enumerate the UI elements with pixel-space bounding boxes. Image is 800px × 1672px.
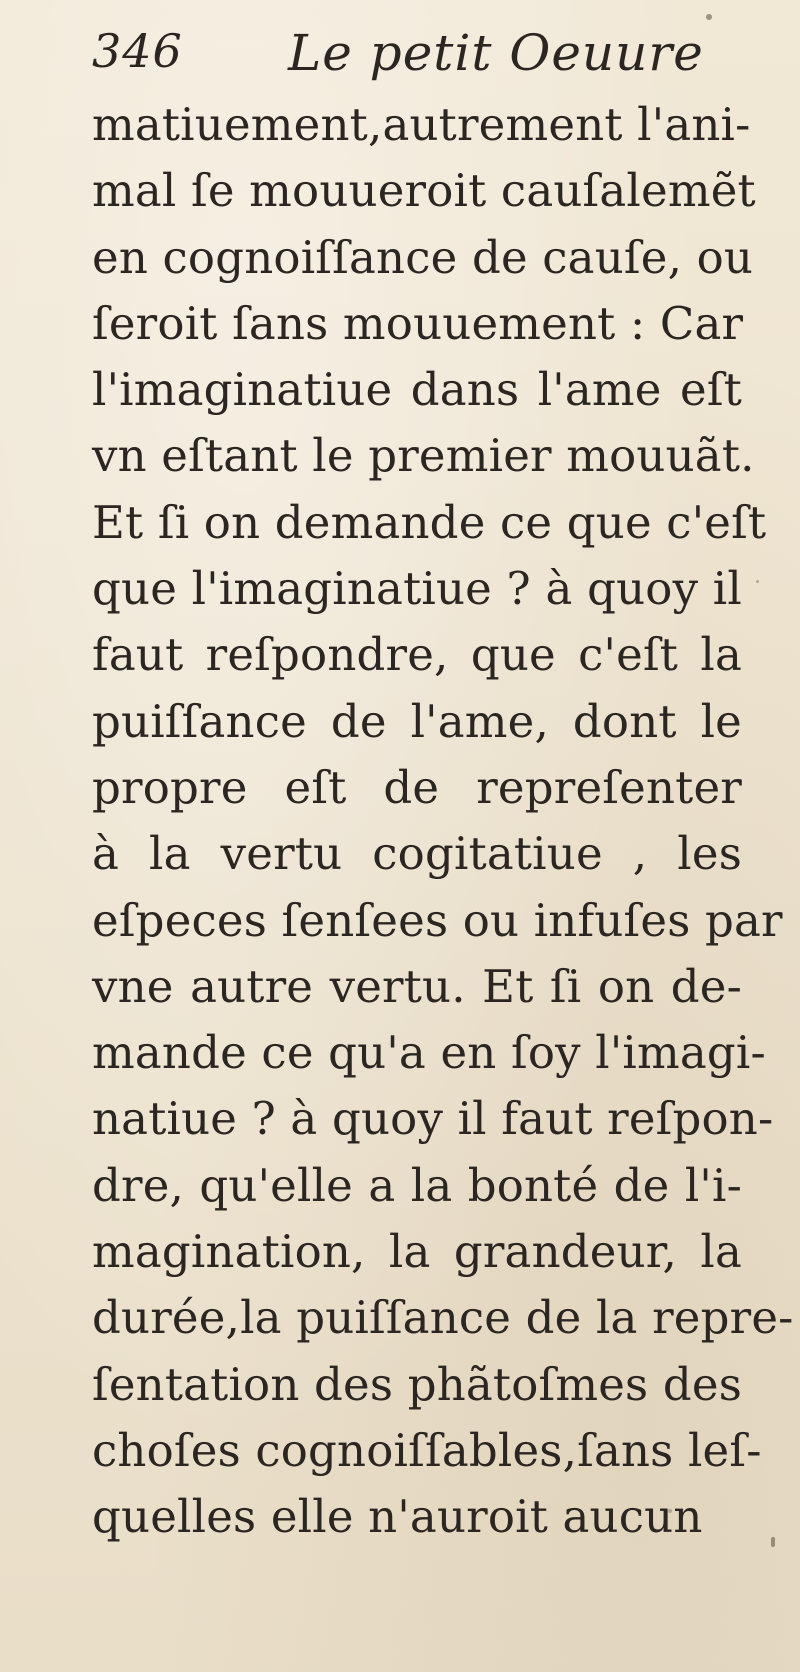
- text-line: propre eſt de repreſenter: [92, 760, 742, 814]
- text-line: mal ſe mouueroit cauſalemẽt: [92, 164, 756, 218]
- running-title: Le petit Oeuure: [288, 24, 704, 82]
- text-line: faut reſpondre, que c'eſt la: [92, 628, 742, 682]
- text-line: choſes cognoiſſables,ſans leſ-: [92, 1423, 762, 1477]
- text-line: dre, qu'elle a la bonté de l'i-: [92, 1158, 742, 1212]
- ink-speck: [771, 1537, 775, 1547]
- body-text: [92, 92, 794, 1551]
- page-number: 346: [92, 24, 183, 78]
- ink-speck: [756, 580, 759, 583]
- text-line: magination, la grandeur, la: [92, 1225, 742, 1279]
- text-line: ſeroit ſans mouuement : Car: [92, 296, 744, 350]
- text-line: ſentation des phãtoſmes des: [92, 1357, 742, 1411]
- text-line: matiuement,autrement l'ani-: [92, 98, 751, 151]
- text-line: en cognoiſſance de cauſe, ou: [92, 230, 754, 284]
- text-line: vne autre vertu. Et ſi on de-: [92, 959, 742, 1013]
- text-line: puiſſance de l'ame, dont le: [92, 694, 742, 748]
- text-line: natiue ? à quoy il faut reſpon-: [92, 1092, 774, 1146]
- text-line: mande ce qu'a en ſoy l'imagi-: [92, 1026, 766, 1080]
- text-line: que l'imaginatiue ? à quoy il: [92, 562, 742, 616]
- text-line: Et ſi on demande ce que c'eſt: [92, 495, 767, 549]
- text-line: à la vertu cogitatiue , les: [92, 827, 742, 881]
- text-line: l'imaginatiue dans l'ame eſt: [92, 363, 742, 417]
- text-line: quelles elle n'auroit aucun: [92, 1490, 703, 1544]
- text-line: eſpeces ſenſees ou infuſes par: [92, 893, 783, 947]
- running-header: [92, 18, 732, 92]
- text-line: vn eſtant le premier mouuãt.: [92, 429, 755, 483]
- text-line: durée,la puiſſance de la repre-: [92, 1291, 794, 1345]
